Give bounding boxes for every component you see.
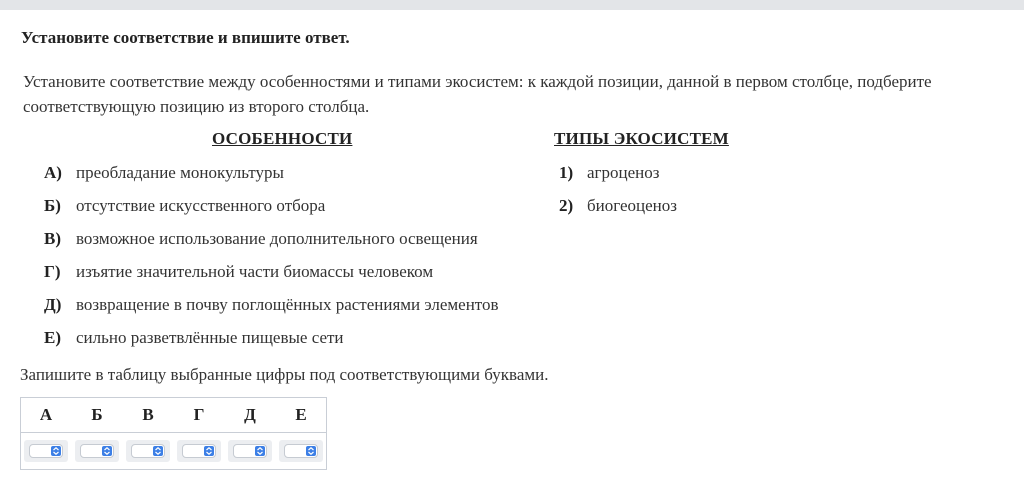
answer-cell-b [75, 440, 119, 462]
types-column-header: ТИПЫ ЭКОСИСТЕМ [554, 129, 729, 148]
feature-text: изъятие значительной части биомассы человеком [76, 262, 434, 281]
task-instruction: Установите соответствие между особенностями и типами экосистем: к каждой позиции, данной в первом столбце, подберите соответствующую позицию из второго столбца. [23, 72, 932, 116]
answer-header-g: Г [193, 405, 205, 424]
answer-cell-e [279, 440, 323, 462]
feature-key: В) [44, 229, 61, 248]
answer-cell-d [228, 440, 272, 462]
answer-table-header [21, 398, 326, 433]
answer-select-e[interactable] [284, 444, 318, 458]
feature-text: преобладание монокультуры [76, 163, 284, 182]
type-text: биогеоценоз [587, 196, 677, 215]
select-arrows-icon [153, 446, 163, 456]
select-arrows-icon [102, 446, 112, 456]
answer-header-a: А [39, 405, 53, 424]
answer-select-b[interactable] [80, 444, 114, 458]
answer-cell-v [126, 440, 170, 462]
task-title: Установите соответствие и впишите ответ. [21, 28, 350, 47]
feature-text: сильно разветвлённые пищевые сети [76, 328, 344, 347]
select-arrows-icon [255, 446, 265, 456]
answer-select-g[interactable] [182, 444, 216, 458]
top-bar [0, 0, 1024, 10]
feature-key: Г) [44, 262, 61, 281]
feature-key: А) [44, 163, 62, 182]
answer-cell-g [177, 440, 221, 462]
feature-key: Б) [44, 196, 61, 215]
features-column-header: ОСОБЕННОСТИ [212, 129, 353, 148]
answer-header-d: Д [244, 405, 256, 424]
answer-prompt: Запишите в таблицу выбранные цифры под соответствующими буквами. [20, 365, 549, 384]
select-arrows-icon [204, 446, 214, 456]
select-arrows-icon [306, 446, 316, 456]
answer-table [20, 397, 327, 470]
type-text: агроценоз [587, 163, 660, 182]
answer-select-v[interactable] [131, 444, 165, 458]
feature-text: отсутствие искусственного отбора [76, 196, 326, 215]
select-arrows-icon [51, 446, 61, 456]
feature-key: Е) [44, 328, 61, 347]
answer-select-d[interactable] [233, 444, 267, 458]
answer-cell-a [24, 440, 68, 462]
feature-text: возможное использование дополнительного освещения [76, 229, 478, 248]
feature-key: Д) [44, 295, 62, 314]
answer-header-e: Е [295, 405, 307, 424]
type-key: 1) [559, 163, 574, 182]
answer-header-v: В [142, 405, 154, 424]
answer-header-b: Б [91, 405, 103, 424]
feature-text: возвращение в почву поглощённых растениями элементов [76, 295, 499, 314]
answer-select-a[interactable] [29, 444, 63, 458]
type-key: 2) [559, 196, 574, 215]
